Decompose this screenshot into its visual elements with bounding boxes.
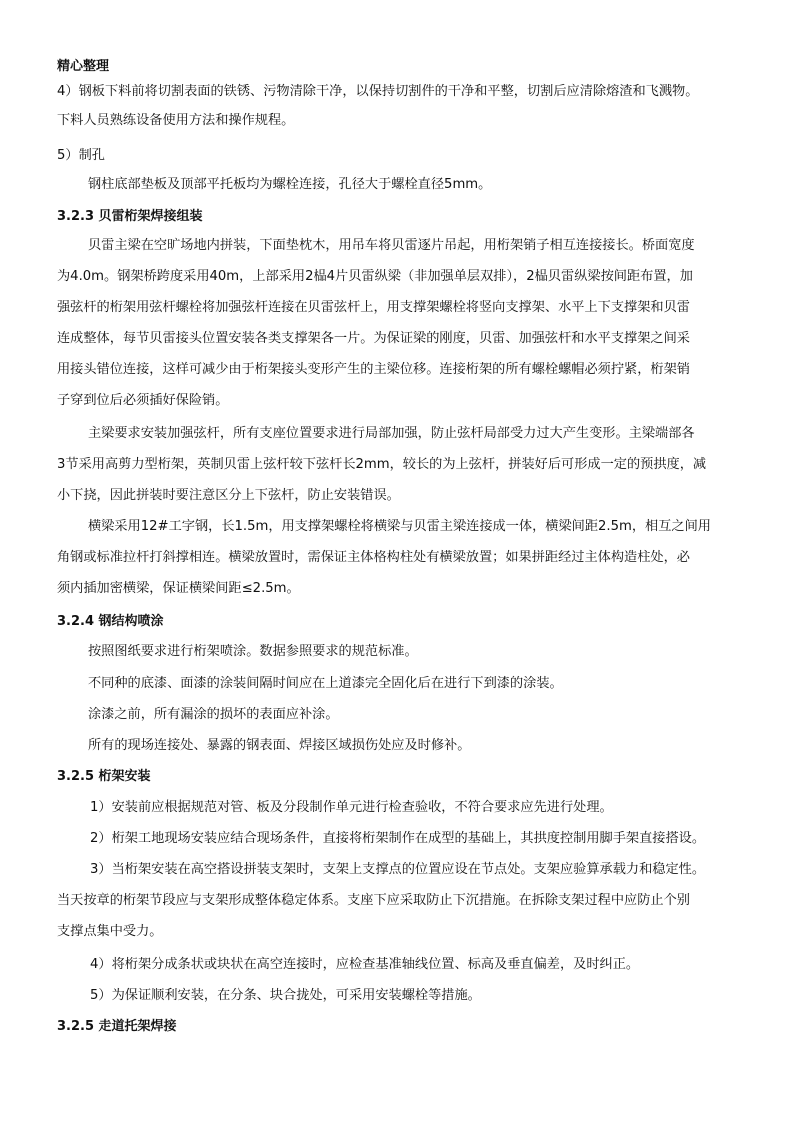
paragraph-line: 小下挠，因此拼装时要注意区分上下弦杆，防止安装错误。: [57, 488, 400, 503]
section-heading: 3.2.3 贝雷桁架焊接组装: [57, 209, 203, 224]
paragraph-line: 所有的现场连接处、暴露的钢表面、焊接区域损伤处应及时修补。: [88, 738, 471, 753]
paragraph-line: 不同种的底漆、面漆的涂装间隔时间应在上道漆完全固化后在进行下到漆的涂装。: [88, 676, 563, 691]
paragraph-line: 连成整体，每节贝雷接头位置安装各类支撑架各一片。为保证梁的刚度，贝雷、加强弦杆和水平支撑架之间采: [57, 331, 690, 346]
paragraph-line: 贝雷主梁在空旷场地内拼装，下面垫枕木，用吊车将贝雷逐片吊起，用桁架销子相互连接接长。桥面宽度: [88, 238, 695, 253]
paragraph-line: 4）钢板下料前将切割表面的铁锈、污物清除干净，以保持切割件的干净和平整，切割后应清除熔渣和飞溅物。: [57, 84, 699, 99]
paragraph-line: 横梁采用12#工字钢，长1.5m，用支撑架螺栓将横梁与贝雷主梁连接成一体，横梁间距2.5m，相互之间用: [88, 519, 711, 534]
paragraph-line: 主梁要求安装加强弦杆，所有支座位置要求进行局部加强，防止弦杆局部受力过大产生变形。主梁端部各: [88, 426, 695, 441]
list-item: 5）为保证顺利安装，在分条、块合拢处，可采用安装螺栓等措施。: [90, 988, 481, 1003]
paragraph-line: 为4.0m。钢架桥跨度采用40m，上部采用2榀4片贝雷纵梁（非加强单层双排），2榀贝雷纵梁按间距布置，加: [57, 269, 693, 284]
paragraph-line: 下料人员熟练设备使用方法和操作规程。: [57, 113, 295, 128]
list-item: 2）桁架工地现场安装应结合现场条件，直接将桁架制作在成型的基础上，其拱度控制用脚手架直接搭设。: [90, 831, 706, 846]
paragraph-line: 涂漆之前，所有漏涂的损坏的表面应补涂。: [88, 707, 339, 722]
section-heading: 3.2.5 桁架安装: [57, 769, 151, 784]
paragraph-line: 用接头错位连接，这样可减少由于桁架接头变形产生的主梁位移。连接桁架的所有螺栓螺帽必须拧紧，桁架销: [57, 362, 690, 377]
list-item: 4）将桁架分成条状或块状在高空连接时，应检查基准轴线位置、标高及垂直偏差，及时纠正。: [90, 957, 640, 972]
paragraph-line: 须内插加密横梁，保证横梁间距≤2.5m。: [57, 581, 300, 596]
paragraph-line: 角钢或标准拉杆打斜撑相连。横梁放置时，需保证主体格构柱处有横梁放置；如果拼距经过主体构造柱处，必: [57, 550, 690, 565]
list-item: 1）安装前应根据规范对管、板及分段制作单元进行检查验收，不符合要求应先进行处理。: [90, 800, 613, 815]
paragraph-line: 按照图纸要求进行桁架喷涂。数据参照要求的规范标准。: [88, 644, 418, 659]
paragraph-line: 3节采用高剪力型桁架，英制贝雷上弦杆较下弦杆长2mm，较长的为上弦杆，拼装好后可形成一定的预拱度，减: [57, 457, 707, 472]
section-heading: 3.2.5 走道托架焊接: [57, 1019, 177, 1034]
paragraph-line: 支撑点集中受力。: [57, 924, 163, 939]
paragraph-line: 强弦杆的桁架用弦杆螺栓将加强弦杆连接在贝雷弦杆上，用支撑架螺栓将竖向支撑架、水平上下支撑架和贝雷: [57, 300, 690, 315]
section-item-heading: 5）制孔: [57, 148, 105, 163]
paragraph-line: 当天按章的桁架节段应与支架形成整体稳定体系。支座下应采取防止下沉措施。在拆除支架过程中应防止个别: [57, 893, 690, 908]
page-header: 精心整理: [57, 59, 110, 74]
section-heading: 3.2.4 钢结构喷涂: [57, 614, 164, 629]
paragraph-line: 子穿到位后必须插好保险销。: [57, 393, 229, 408]
paragraph-line: 钢柱底部垫板及顶部平托板均为螺栓连接，孔径大于螺栓直径5mm。: [88, 177, 492, 192]
list-item: 3）当桁架安装在高空搭设拼装支架时，支架上支撑点的位置应设在节点处。支架应验算承载力和稳定性。: [90, 862, 706, 877]
